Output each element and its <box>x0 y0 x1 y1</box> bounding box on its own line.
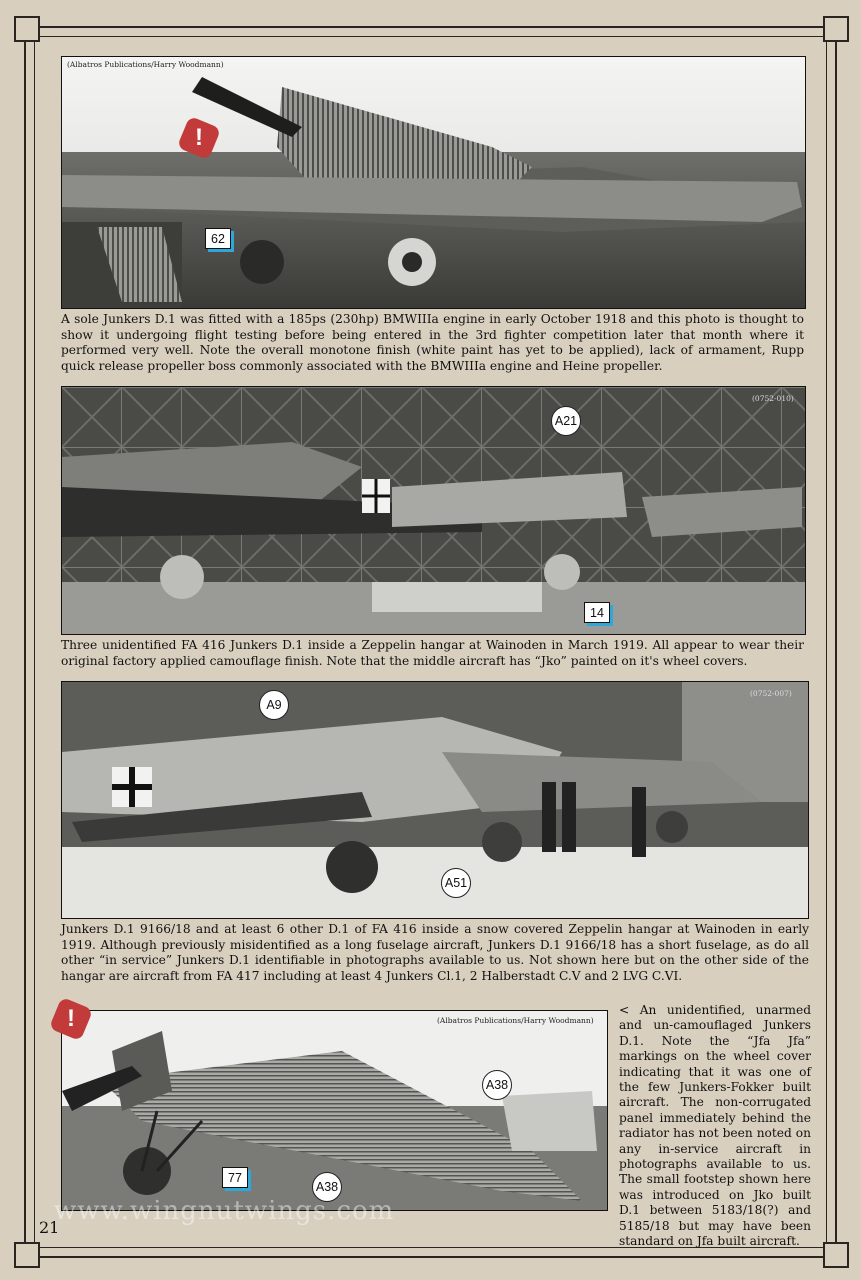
frame-corner <box>14 1242 40 1268</box>
exclamation-warning-icon: ! <box>195 124 203 151</box>
exclamation-warning-icon: ! <box>67 1005 75 1032</box>
caption-photo-1: A sole Junkers D.1 was fitted with a 185ps (230hp) BMWIIIa engine in early October 1918 and this photo is thought to show it undergoing flight testing before being entered in the 3rd fighter competition later that month where it performed very well. Note the overall monotone finish (white paint has yet to be applied), lack of armament, Rupp quick release propeller boss commonly associated with the BMWIIIa engine and Heine propeller. <box>61 312 804 373</box>
website-watermark: www.wingnutwings.com <box>54 1196 395 1226</box>
photo-reference-number: (0752-007) <box>750 689 792 698</box>
callout-a38: A38 <box>482 1070 512 1100</box>
photo-snow-hangar-9166 <box>61 681 809 919</box>
callout-a21: A21 <box>551 406 581 436</box>
frame-corner <box>14 16 40 42</box>
photo-fa416-hangar-march <box>61 386 806 635</box>
callout-62: 62 <box>205 228 231 249</box>
photo-credit: (Albatros Publications/Harry Woodmann) <box>437 1016 594 1025</box>
callout-14: 14 <box>584 602 610 623</box>
caption-photo-3: Junkers D.1 9166/18 and at least 6 other D.1 of FA 416 inside a snow covered Zeppelin hangar at Wainoden in early 1919. Although previously misidentified as a long fuselage aircraft, Junkers D.1 9166/18 has a short fuselage, as do all other “in service” Junkers D.1 identifiable in photographs available to us. Not shown here but on the other side of the hangar are aircraft from FA 417 including at least 4 Junkers Cl.1, 2 Halberstadt C.V and 2 LVG C.VI. <box>61 922 809 983</box>
photo-credit: (Albatros Publications/Harry Woodmann) <box>67 60 224 69</box>
photo-reference-number: (0752-010) <box>752 394 794 403</box>
callout-a9: A9 <box>259 690 289 720</box>
callout-a51: A51 <box>441 868 471 898</box>
photo-junkers-bmw-engine <box>61 56 806 309</box>
callout-77: 77 <box>222 1167 248 1188</box>
page-number: 21 <box>39 1218 60 1237</box>
callout-a38-lower: A38 <box>312 1172 342 1202</box>
caption-photo-2: Three unidentified FA 416 Junkers D.1 inside a Zeppelin hangar at Wainoden in March 1919. All appear to wear their original factory applied camouflage finish. Note that the middle aircraft has “Jko” painted on it's wheel covers. <box>61 638 804 668</box>
frame-corner <box>823 1242 849 1268</box>
frame-corner <box>823 16 849 42</box>
caption-photo-4: < An unidentified, unarmed and un-camouflaged Junkers D.1. Note the “Jfa Jfa” markings on the wheel cover indicating that it was one of the few Junkers-Fokker built aircraft. The non-corrugated panel immediately behind the radiator has not been noted on any in-service aircraft in photographs available to us. The small footstep shown here was introduced on Jko built D.1 between 5183/18(?) and 5185/18 but may have been standard on Jfa built aircraft. <box>619 1003 811 1249</box>
